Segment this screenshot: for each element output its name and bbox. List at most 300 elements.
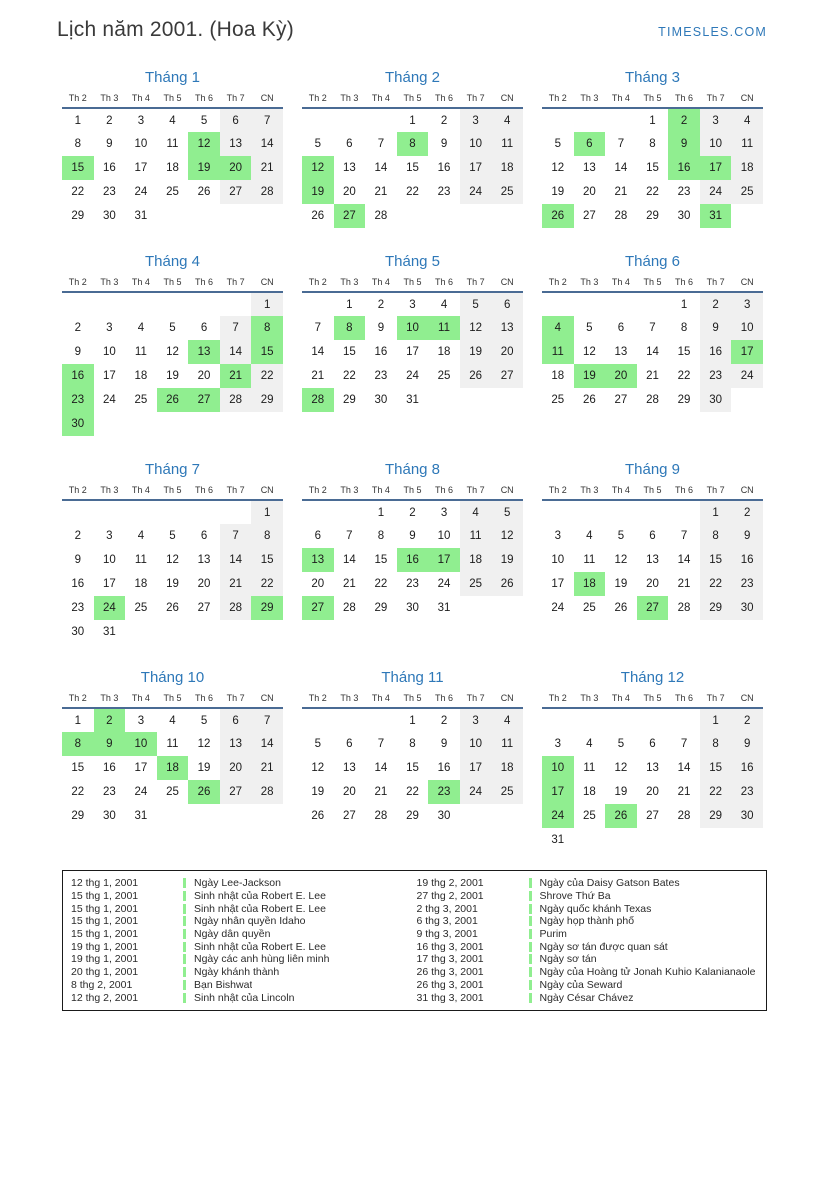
empty-cell	[188, 412, 220, 436]
legend-row	[71, 991, 417, 1004]
empty-cell	[605, 708, 637, 732]
day-cell: 26	[311, 810, 325, 822]
day-cell: 5	[617, 530, 625, 542]
day-cell: 13	[302, 548, 334, 572]
day-cell: 23	[71, 602, 85, 614]
legend-holiday-name: Ngày Lee-Jackson	[194, 877, 281, 890]
weekday-header: CN	[251, 93, 283, 108]
empty-cell	[94, 292, 126, 316]
legend-date: 15 thg 1, 2001	[71, 902, 139, 915]
day-cell: 15	[700, 548, 732, 572]
month-calendar-11	[302, 669, 523, 828]
weekday-header: Th 7	[700, 277, 732, 292]
day-cell: 17	[134, 162, 148, 174]
day-cell: 6	[314, 530, 321, 542]
empty-cell	[491, 804, 523, 828]
day-cell: 14	[646, 346, 659, 358]
day-cell: 23	[731, 780, 763, 804]
day-cell: 1	[74, 714, 81, 727]
day-cell: 31	[134, 810, 148, 822]
day-cell: 18	[134, 370, 148, 382]
day-cell: 7	[220, 524, 252, 548]
weekday-header: Th 2	[62, 277, 94, 292]
day-cell: 12	[614, 554, 628, 566]
legend-date: 20 thg 1, 2001	[71, 966, 139, 979]
day-cell: 24	[731, 364, 763, 388]
day-cell: 6	[649, 530, 656, 542]
day-cell: 10	[397, 316, 429, 340]
day-cell: 30	[374, 394, 388, 406]
day-cell: 24	[460, 180, 492, 204]
day-cell: 14	[342, 554, 356, 566]
legend-date: 15 thg 1, 2001	[71, 890, 139, 903]
empty-cell	[542, 500, 574, 524]
empty-cell	[220, 500, 252, 524]
day-cell: 12	[188, 132, 220, 156]
month-calendar-12	[542, 669, 763, 852]
weekday-header: CN	[731, 693, 763, 708]
day-cell: 17	[102, 578, 116, 590]
day-cell: 7	[649, 322, 656, 334]
holiday-marker-icon	[183, 916, 186, 926]
weekday-header: Th 3	[334, 485, 366, 500]
day-cell: 19	[166, 370, 179, 382]
legend-holiday-name: Sinh nhật của Robert E. Lee	[194, 940, 326, 953]
day-cell: 8	[409, 738, 416, 750]
legend-holiday-name: Bạn Bishwat	[194, 978, 253, 991]
day-cell: 15	[71, 762, 85, 774]
day-cell: 18	[166, 162, 179, 174]
month-calendar-10	[62, 669, 283, 828]
day-cell: 8	[251, 524, 283, 548]
day-cell: 5	[314, 138, 321, 150]
day-cell: 11	[166, 738, 179, 750]
day-cell: 30	[71, 626, 85, 638]
empty-cell	[460, 804, 492, 828]
legend-column	[71, 877, 417, 1004]
day-cell: 9	[731, 732, 763, 756]
day-cell: 18	[491, 156, 523, 180]
day-cell: 11	[583, 762, 596, 774]
day-cell: 15	[406, 762, 419, 774]
day-cell: 29	[700, 804, 732, 828]
day-cell: 15	[646, 162, 659, 174]
day-cell: 16	[700, 340, 732, 364]
day-cell: 19	[166, 578, 179, 590]
day-cell: 25	[460, 572, 492, 596]
day-cell: 31	[700, 204, 732, 228]
empty-cell	[251, 412, 283, 436]
day-cell: 30	[406, 602, 419, 614]
day-cell: 3	[731, 292, 763, 316]
legend-date: 15 thg 1, 2001	[71, 915, 139, 928]
day-cell: 19	[460, 340, 492, 364]
day-cell: 28	[677, 810, 691, 822]
weekday-header: Th 3	[574, 93, 606, 108]
empty-cell	[125, 500, 157, 524]
day-cell: 5	[200, 114, 208, 127]
month-grid	[62, 485, 283, 644]
day-cell: 25	[491, 180, 523, 204]
day-cell: 8	[377, 530, 385, 542]
day-cell: 27	[197, 602, 211, 614]
day-cell: 11	[460, 524, 492, 548]
month-grid	[542, 485, 763, 620]
day-cell: 12	[311, 762, 325, 774]
day-cell: 21	[614, 186, 628, 198]
day-cell: 16	[668, 156, 700, 180]
weekday-header: Th 4	[365, 485, 397, 500]
holiday-marker-icon	[183, 980, 186, 990]
day-cell: 26	[188, 780, 220, 804]
day-cell: 29	[677, 394, 691, 406]
day-cell: 25	[491, 780, 523, 804]
day-cell: 19	[614, 786, 628, 798]
weekday-header: Th 5	[397, 277, 429, 292]
day-cell: 3	[137, 114, 145, 127]
legend-holiday-name: Ngày của Seward	[539, 978, 623, 991]
day-cell: 5	[586, 322, 593, 334]
day-cell: 17	[551, 578, 565, 590]
month-calendar-3	[542, 69, 763, 228]
day-cell: 20	[342, 186, 356, 198]
day-cell: 15	[700, 756, 732, 780]
empty-cell	[157, 804, 189, 828]
day-cell: 1	[409, 114, 416, 127]
day-cell: 8	[74, 138, 81, 150]
empty-cell	[220, 620, 252, 644]
day-cell: 18	[460, 548, 492, 572]
day-cell: 24	[542, 804, 574, 828]
empty-cell	[188, 500, 220, 524]
empty-cell	[491, 204, 523, 228]
empty-cell	[157, 620, 189, 644]
day-cell: 15	[374, 554, 388, 566]
weekday-header: Th 2	[302, 93, 334, 108]
day-cell: 10	[700, 132, 732, 156]
legend-row	[71, 902, 417, 915]
month-calendar-9	[542, 461, 763, 620]
month-title: Tháng 2	[384, 69, 441, 86]
legend-date: 9 thg 3, 2001	[416, 928, 478, 941]
day-cell: 26	[157, 388, 189, 412]
weekday-header: Th 2	[542, 93, 574, 108]
day-cell: 31	[551, 834, 565, 846]
day-cell: 28	[374, 210, 388, 222]
month-title: Tháng 5	[384, 253, 441, 270]
day-cell: 1	[74, 114, 81, 127]
weekday-header: Th 5	[637, 693, 669, 708]
day-cell: 28	[342, 602, 356, 614]
empty-cell	[334, 708, 366, 732]
weekday-header: Th 7	[220, 693, 252, 708]
day-cell: 1	[346, 298, 353, 311]
day-cell: 31	[102, 626, 116, 638]
weekday-header: Th 2	[302, 693, 334, 708]
weekday-header: Th 2	[542, 693, 574, 708]
empty-cell	[334, 108, 366, 132]
day-cell: 20	[197, 370, 211, 382]
day-cell: 2	[94, 708, 126, 732]
weekday-header: Th 4	[125, 485, 157, 500]
weekday-header: Th 3	[334, 693, 366, 708]
day-cell: 17	[406, 346, 419, 358]
day-cell: 25	[437, 370, 451, 382]
day-cell: 7	[377, 738, 385, 750]
day-cell: 29	[342, 394, 356, 406]
weekday-header: Th 6	[428, 277, 460, 292]
day-cell: 5	[200, 714, 208, 727]
day-cell: 6	[574, 132, 606, 156]
day-cell: 1	[409, 714, 416, 727]
day-cell: 26	[197, 186, 211, 198]
day-cell: 4	[137, 322, 145, 334]
day-cell: 17	[731, 340, 763, 364]
legend-row	[71, 890, 417, 903]
day-cell: 29	[700, 596, 732, 620]
day-cell: 8	[397, 132, 429, 156]
day-cell: 28	[220, 596, 252, 620]
weekday-header: CN	[491, 693, 523, 708]
day-cell: 16	[102, 762, 116, 774]
day-cell: 24	[94, 596, 126, 620]
day-cell: 10	[437, 530, 451, 542]
day-cell: 9	[440, 138, 448, 150]
empty-cell	[637, 500, 669, 524]
day-cell: 21	[677, 578, 691, 590]
day-cell: 21	[251, 756, 283, 780]
legend-holiday-name: Ngày quốc khánh Texas	[539, 902, 652, 915]
empty-cell	[605, 292, 637, 316]
weekday-header: Th 2	[302, 277, 334, 292]
weekday-header: CN	[731, 485, 763, 500]
empty-cell	[731, 204, 763, 228]
day-cell: 24	[460, 780, 492, 804]
day-cell: 14	[677, 554, 691, 566]
empty-cell	[574, 828, 606, 852]
month-grid	[302, 93, 523, 228]
day-cell: 25	[134, 394, 148, 406]
day-cell: 1	[700, 708, 732, 732]
day-cell: 9	[74, 554, 81, 566]
day-cell: 17	[542, 780, 574, 804]
weekday-header: Th 3	[574, 277, 606, 292]
day-cell: 7	[377, 138, 385, 150]
day-cell: 26	[542, 204, 574, 228]
day-cell: 11	[134, 554, 147, 566]
weekday-header: Th 4	[605, 93, 637, 108]
day-cell: 15	[62, 156, 94, 180]
day-cell: 14	[311, 346, 325, 358]
day-cell: 4	[731, 108, 763, 132]
empty-cell	[731, 388, 763, 412]
weekday-header: Th 5	[637, 93, 669, 108]
holiday-marker-icon	[529, 916, 532, 926]
legend-date: 15 thg 1, 2001	[71, 928, 139, 941]
empty-cell	[62, 500, 94, 524]
weekday-header: Th 5	[157, 277, 189, 292]
weekday-header: Th 3	[94, 485, 126, 500]
day-cell: 23	[700, 364, 732, 388]
legend-row	[417, 979, 763, 992]
weekday-header: Th 6	[668, 693, 700, 708]
day-cell: 10	[125, 732, 157, 756]
weekday-header: Th 4	[125, 277, 157, 292]
day-cell: 23	[677, 186, 691, 198]
day-cell: 12	[197, 738, 211, 750]
day-cell: 24	[406, 370, 419, 382]
weekday-header: Th 6	[428, 693, 460, 708]
weekday-header: Th 3	[574, 485, 606, 500]
day-cell: 23	[406, 578, 419, 590]
day-cell: 13	[342, 762, 356, 774]
day-cell: 26	[614, 602, 628, 614]
day-cell: 20	[220, 756, 252, 780]
day-cell: 28	[646, 394, 659, 406]
day-cell: 30	[437, 810, 451, 822]
legend-date: 17 thg 3, 2001	[416, 953, 484, 966]
day-cell: 17	[460, 156, 492, 180]
month-grid	[302, 485, 523, 620]
day-cell: 19	[302, 180, 334, 204]
legend-holiday-name: Ngày khánh thành	[194, 966, 280, 979]
legend-column	[417, 877, 763, 1004]
day-cell: 10	[460, 732, 492, 756]
day-cell: 29	[646, 210, 659, 222]
weekday-header: Th 5	[397, 93, 429, 108]
weekday-header: CN	[251, 277, 283, 292]
day-cell: 24	[134, 186, 148, 198]
month-grid	[542, 93, 763, 228]
month-title: Tháng 7	[144, 461, 201, 478]
weekday-header: Th 6	[428, 485, 460, 500]
day-cell: 29	[374, 602, 388, 614]
day-cell: 1	[700, 500, 732, 524]
day-cell: 28	[220, 388, 252, 412]
day-cell: 27	[582, 210, 596, 222]
day-cell: 10	[542, 756, 574, 780]
day-cell: 2	[731, 500, 763, 524]
day-cell: 16	[62, 364, 94, 388]
day-cell: 4	[169, 714, 176, 727]
day-cell: 2	[700, 292, 732, 316]
month-title: Tháng 11	[381, 669, 444, 686]
empty-cell	[251, 204, 283, 228]
day-cell: 8	[334, 316, 366, 340]
empty-cell	[302, 108, 334, 132]
day-cell: 14	[677, 762, 691, 774]
empty-cell	[637, 292, 669, 316]
weekday-header: Th 2	[302, 485, 334, 500]
legend-date: 19 thg 2, 2001	[416, 877, 484, 890]
weekday-header: Th 7	[700, 93, 732, 108]
day-cell: 5	[617, 738, 625, 750]
day-cell: 11	[491, 132, 523, 156]
day-cell: 2	[74, 530, 81, 542]
day-cell: 23	[731, 572, 763, 596]
day-cell: 14	[374, 162, 388, 174]
day-cell: 24	[102, 394, 116, 406]
day-cell: 18	[574, 572, 606, 596]
day-cell: 25	[731, 180, 763, 204]
month-title: Tháng 12	[620, 669, 685, 686]
legend-row	[417, 902, 763, 915]
legend-row	[71, 928, 417, 941]
legend-date: 2 thg 3, 2001	[416, 902, 478, 915]
day-cell: 4	[460, 500, 492, 524]
legend-date: 12 thg 2, 2001	[71, 991, 139, 1004]
day-cell: 27	[646, 810, 659, 822]
day-cell: 31	[406, 394, 419, 406]
day-cell: 3	[137, 714, 145, 727]
day-cell: 9	[94, 732, 126, 756]
day-cell: 9	[409, 530, 416, 542]
weekday-header: Th 7	[460, 93, 492, 108]
day-cell: 11	[134, 346, 147, 358]
day-cell: 3	[460, 108, 492, 132]
day-cell: 7	[680, 738, 688, 750]
legend-date: 16 thg 3, 2001	[416, 940, 484, 953]
day-cell: 10	[460, 132, 492, 156]
legend-holiday-name: Ngày sơ tán	[539, 953, 597, 966]
day-cell: 22	[342, 370, 356, 382]
day-cell: 20	[582, 186, 596, 198]
legend-row	[417, 928, 763, 941]
empty-cell	[94, 412, 126, 436]
day-cell: 20	[311, 578, 325, 590]
day-cell: 7	[314, 322, 321, 334]
empty-cell	[125, 620, 157, 644]
empty-cell	[668, 500, 700, 524]
day-cell: 23	[102, 186, 116, 198]
day-cell: 22	[700, 780, 732, 804]
day-cell: 6	[220, 708, 252, 732]
legend-date: 19 thg 1, 2001	[71, 940, 139, 953]
weekday-header: Th 2	[542, 277, 574, 292]
day-cell: 5	[314, 738, 321, 750]
empty-cell	[397, 204, 429, 228]
month-grid	[62, 93, 283, 228]
month-calendar-8	[302, 461, 523, 620]
day-cell: 28	[614, 210, 628, 222]
day-cell: 22	[71, 786, 85, 798]
day-cell: 2	[440, 714, 448, 727]
site-link[interactable]: TIMESLES.COM	[658, 25, 767, 39]
weekday-header: CN	[491, 93, 523, 108]
day-cell: 20	[646, 786, 659, 798]
weekday-header: Th 3	[334, 93, 366, 108]
month-grid	[302, 693, 523, 828]
legend-row	[71, 940, 417, 953]
weekday-header: Th 7	[700, 485, 732, 500]
day-cell: 15	[677, 346, 691, 358]
weekday-header: Th 5	[397, 485, 429, 500]
legend-row	[417, 890, 763, 903]
day-cell: 13	[646, 762, 659, 774]
day-cell: 5	[460, 292, 492, 316]
legend-date: 19 thg 1, 2001	[71, 953, 139, 966]
day-cell: 3	[106, 322, 113, 334]
month-grid	[542, 277, 763, 412]
holiday-marker-icon	[183, 891, 186, 901]
empty-cell	[125, 292, 157, 316]
weekday-header: Th 7	[220, 277, 252, 292]
day-cell: 6	[200, 530, 208, 542]
empty-cell	[460, 388, 492, 412]
empty-cell	[302, 292, 334, 316]
day-cell: 24	[700, 180, 732, 204]
day-cell: 3	[106, 530, 113, 542]
